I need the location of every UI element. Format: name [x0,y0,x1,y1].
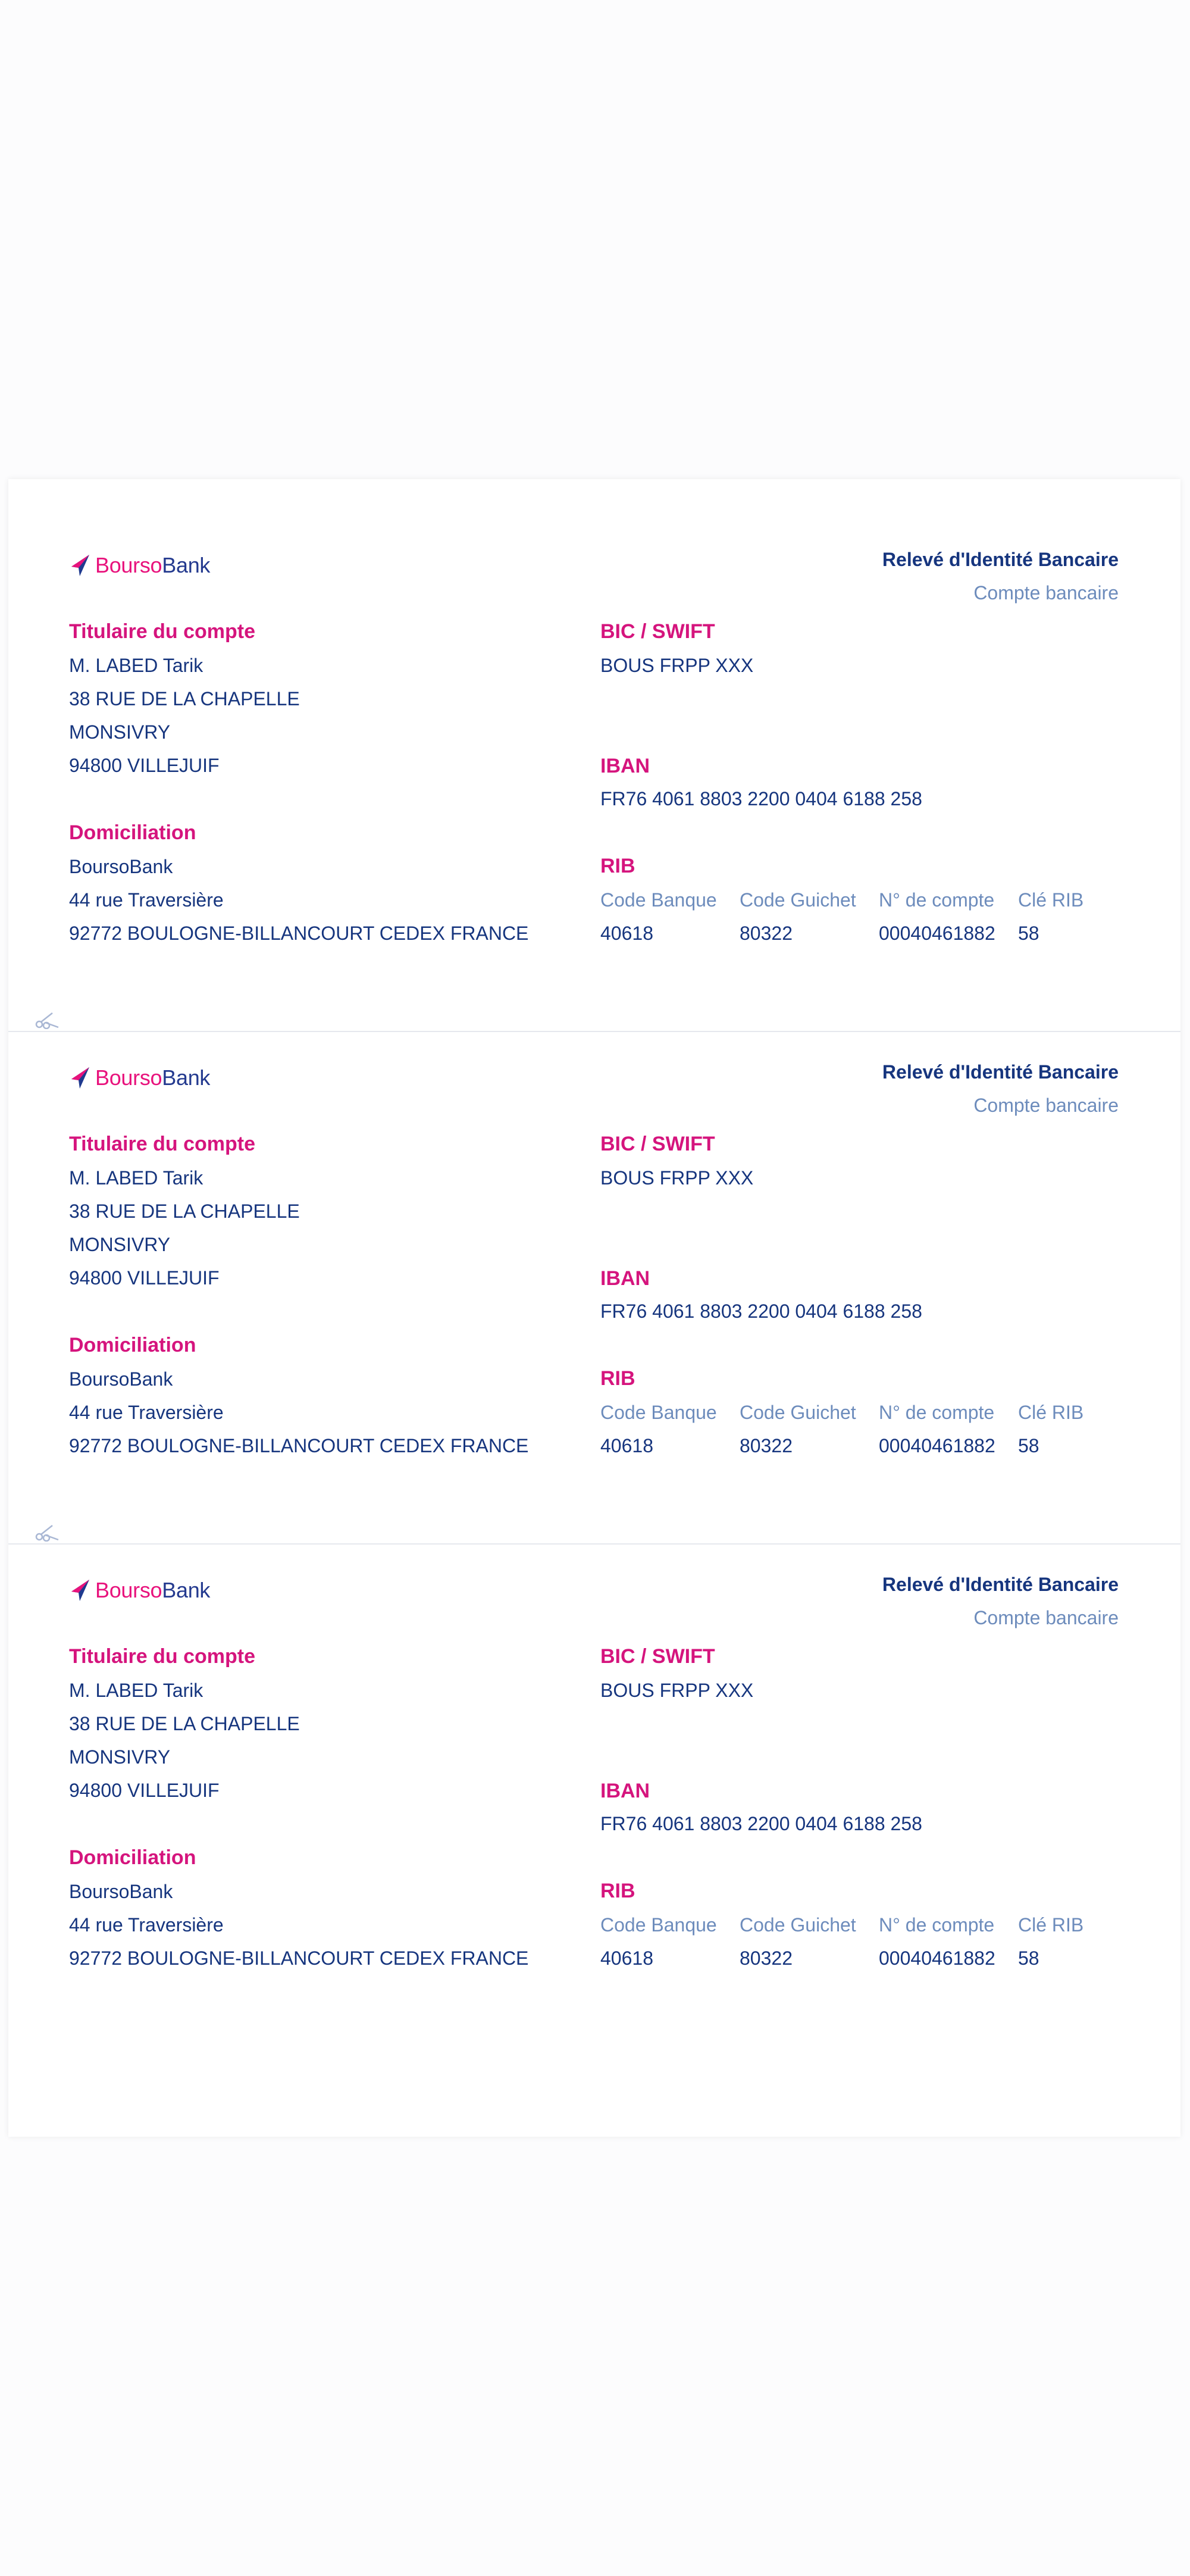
account-number-value: 00040461882 [879,923,995,944]
cle-rib-value: 58 [1018,923,1039,944]
rib-card [8,1021,1180,1533]
account-number-value: 00040461882 [879,1947,995,1969]
holder-address-line3: 94800 VILLEJUIF [69,1267,220,1289]
domiciliation-address-line2: 92772 BOULOGNE-BILLANCOURT CEDEX FRANCE [69,923,529,944]
code-banque-value: 40618 [600,1947,653,1969]
domiciliation-label: Domiciliation [69,1846,196,1869]
holder-address-line3: 94800 VILLEJUIF [69,755,220,776]
rib-card [8,509,1180,1021]
holder-address-line2: MONSIVRY [69,721,171,743]
rib-label: RIB [600,1367,635,1390]
code-guichet-value: 80322 [740,923,793,944]
rib-label: RIB [600,855,635,877]
document-subtitle: Compte bancaire [973,1095,1119,1116]
document-subtitle: Compte bancaire [973,582,1119,604]
logo-wordmark: BoursoBank [95,1065,211,1090]
iban-label: IBAN [600,1267,650,1290]
holder-address-line2: MONSIVRY [69,1234,171,1255]
code-guichet-header: Code Guichet [740,1914,856,1936]
account-number-header: N° de compte [879,1402,995,1423]
account-number-header: N° de compte [879,889,995,911]
boursobank-arrow-icon [70,554,90,577]
boursobank-logo [70,1573,210,1608]
domiciliation-bank: BoursoBank [69,1881,173,1902]
bic-label: BIC / SWIFT [600,1645,715,1668]
domiciliation-address-line2: 92772 BOULOGNE-BILLANCOURT CEDEX FRANCE [69,1435,529,1456]
iban-label: IBAN [600,755,650,777]
code-banque-value: 40618 [600,1435,653,1456]
code-guichet-header: Code Guichet [740,1402,856,1423]
holder-label: Titulaire du compte [69,1133,255,1155]
cle-rib-header: Clé RIB [1018,889,1084,911]
cle-rib-value: 58 [1018,1435,1039,1456]
domiciliation-address-line2: 92772 BOULOGNE-BILLANCOURT CEDEX FRANCE [69,1947,529,1969]
boursobank-logo [70,1060,210,1096]
iban-value: FR76 4061 8803 2200 0404 6188 258 [600,1300,922,1322]
iban-value: FR76 4061 8803 2200 0404 6188 258 [600,1813,922,1834]
domiciliation-address-line1: 44 rue Traversière [69,1914,224,1936]
bic-value: BOUS FRPP XXX [600,1167,754,1189]
code-banque-value: 40618 [600,923,653,944]
holder-name: M. LABED Tarik [69,655,203,676]
holder-label: Titulaire du compte [69,1645,255,1668]
holder-address-line3: 94800 VILLEJUIF [69,1780,220,1801]
logo-wordmark: BoursoBank [95,553,211,577]
domiciliation-bank: BoursoBank [69,1368,173,1390]
bic-value: BOUS FRPP XXX [600,655,754,676]
code-banque-header: Code Banque [600,889,717,911]
rib-label: RIB [600,1880,635,1902]
holder-label: Titulaire du compte [69,620,255,643]
holder-address-line2: MONSIVRY [69,1746,171,1768]
rib-sheet [8,479,1180,2137]
holder-name: M. LABED Tarik [69,1680,203,1701]
holder-address-line1: 38 RUE DE LA CHAPELLE [69,688,300,709]
domiciliation-address-line1: 44 rue Traversière [69,1402,224,1423]
boursobank-arrow-icon [70,1066,90,1090]
document-title: Relevé d'Identité Bancaire [882,1061,1119,1083]
cle-rib-value: 58 [1018,1947,1039,1969]
boursobank-logo [70,548,210,583]
code-guichet-value: 80322 [740,1435,793,1456]
account-number-header: N° de compte [879,1914,995,1936]
boursobank-arrow-icon [70,1578,90,1602]
code-guichet-value: 80322 [740,1947,793,1969]
cle-rib-header: Clé RIB [1018,1914,1084,1936]
bic-label: BIC / SWIFT [600,1133,715,1155]
code-banque-header: Code Banque [600,1914,717,1936]
account-number-value: 00040461882 [879,1435,995,1456]
bic-value: BOUS FRPP XXX [600,1680,754,1701]
cle-rib-header: Clé RIB [1018,1402,1084,1423]
bic-label: BIC / SWIFT [600,620,715,643]
holder-address-line1: 38 RUE DE LA CHAPELLE [69,1201,300,1222]
rib-card [8,1534,1180,2046]
code-guichet-header: Code Guichet [740,889,856,911]
domiciliation-label: Domiciliation [69,1334,196,1356]
iban-label: IBAN [600,1780,650,1802]
domiciliation-label: Domiciliation [69,821,196,844]
holder-address-line1: 38 RUE DE LA CHAPELLE [69,1713,300,1734]
domiciliation-bank: BoursoBank [69,856,173,877]
code-banque-header: Code Banque [600,1402,717,1423]
document-subtitle: Compte bancaire [973,1607,1119,1628]
document-title: Relevé d'Identité Bancaire [882,1574,1119,1595]
document-title: Relevé d'Identité Bancaire [882,549,1119,570]
holder-name: M. LABED Tarik [69,1167,203,1189]
domiciliation-address-line1: 44 rue Traversière [69,889,224,911]
logo-wordmark: BoursoBank [95,1578,211,1602]
iban-value: FR76 4061 8803 2200 0404 6188 258 [600,788,922,809]
